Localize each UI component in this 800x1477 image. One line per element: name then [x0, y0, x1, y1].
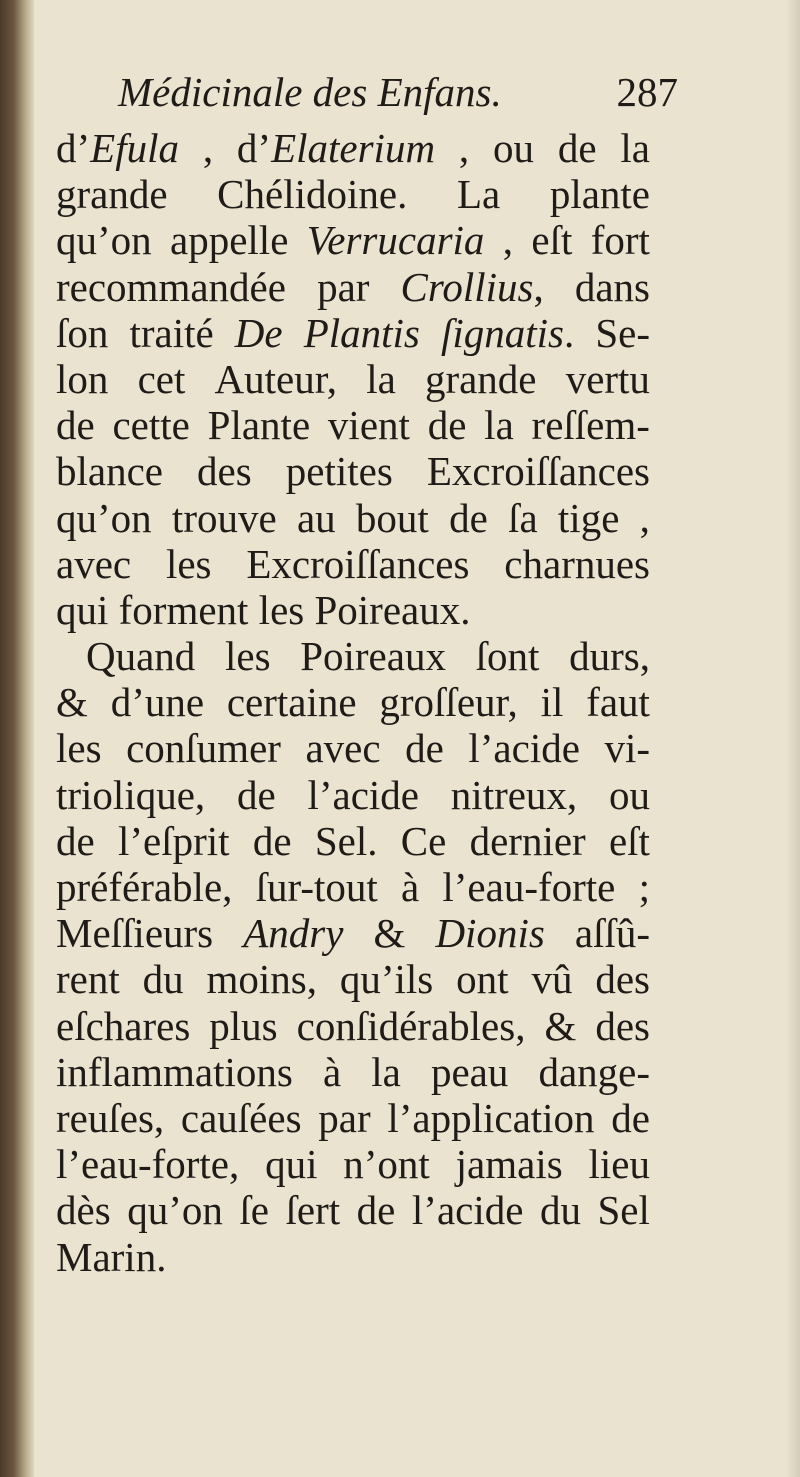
word — [56, 541, 131, 587]
text-run: dans — [574, 263, 650, 310]
text-line — [56, 910, 650, 956]
word — [253, 818, 292, 864]
text-run: conſidérables, — [296, 1002, 526, 1049]
text-run: l’eau-forte — [442, 864, 616, 910]
text-run: de — [557, 125, 597, 171]
text-run: d’ — [236, 125, 272, 171]
text-run: jamais — [455, 1141, 563, 1188]
text-run: ſert — [285, 1187, 341, 1234]
word — [588, 1141, 649, 1187]
text-run: & — [544, 1002, 577, 1049]
word — [246, 541, 469, 587]
text-run: vertu — [565, 355, 650, 402]
text-run: nitreux, — [450, 771, 578, 818]
text-run: de — [56, 402, 95, 449]
text-run: aſſû- — [574, 910, 650, 957]
word — [431, 1049, 508, 1095]
text-run: les — [56, 725, 102, 772]
text-line — [56, 448, 650, 494]
word — [243, 910, 343, 956]
text-run: qui — [265, 1141, 318, 1188]
text-run: des — [595, 956, 650, 1003]
word — [595, 310, 650, 356]
italic-text-run: Efula — [90, 125, 179, 171]
text-run: , — [202, 125, 214, 171]
word — [401, 264, 544, 310]
word — [86, 633, 195, 679]
word — [56, 448, 163, 494]
text-run: eſt — [531, 217, 573, 264]
word — [237, 125, 435, 171]
word — [172, 495, 277, 541]
text-run: Quand — [86, 633, 196, 680]
text-run: dernier — [469, 817, 586, 864]
text-run: Poireaux — [300, 633, 446, 680]
text-run: Sel. — [314, 817, 378, 864]
word — [569, 633, 650, 679]
word — [558, 125, 597, 171]
text-run: petites — [285, 448, 393, 495]
word — [56, 217, 152, 263]
italic-text-run: De — [234, 309, 283, 356]
text-run: La — [456, 171, 501, 218]
text-run: ou — [493, 125, 534, 171]
word — [441, 310, 574, 356]
text-line — [56, 1234, 650, 1280]
word — [300, 633, 446, 679]
text-run: Plante — [207, 402, 311, 449]
text-line — [56, 633, 650, 679]
text-run: de — [236, 771, 276, 818]
word — [56, 402, 95, 448]
text-run: bout — [355, 494, 429, 541]
text-run: blance — [56, 448, 163, 495]
text-line — [56, 1003, 650, 1049]
word — [595, 956, 650, 1002]
text-run: vi- — [604, 725, 650, 772]
text-run: à — [400, 864, 420, 910]
text-run: , — [533, 263, 544, 310]
text-line — [56, 818, 650, 864]
page-number: 287 — [616, 69, 678, 115]
word — [256, 864, 378, 910]
word — [609, 772, 650, 818]
word — [604, 725, 650, 771]
word — [111, 679, 204, 725]
italic-text-run: ſignatis — [440, 309, 564, 356]
text-run: ſe — [239, 1187, 269, 1234]
text-run: cet — [137, 355, 186, 402]
text-line — [56, 495, 650, 541]
word — [620, 125, 650, 171]
word — [197, 448, 252, 494]
body-text — [56, 125, 650, 1280]
text-run: fort — [590, 217, 650, 264]
text-run: par — [318, 1094, 371, 1141]
word — [56, 772, 205, 818]
italic-text-run: Crollius — [400, 263, 534, 310]
text-run: ; — [638, 864, 650, 910]
italic-text-run: Dionis — [435, 910, 545, 957]
word — [307, 772, 419, 818]
word — [470, 818, 586, 864]
word — [126, 725, 281, 771]
text-run: Ce — [400, 817, 447, 864]
text-line — [56, 864, 650, 910]
word — [544, 1003, 576, 1049]
word — [532, 402, 650, 448]
word — [366, 356, 396, 402]
text-run: Sel — [597, 1187, 650, 1234]
text-run: par — [317, 263, 370, 310]
text-line — [56, 264, 650, 310]
word — [56, 679, 88, 725]
word — [215, 356, 337, 402]
text-line — [56, 1187, 650, 1233]
word — [566, 356, 650, 402]
text-run: Auteur, — [214, 355, 338, 402]
text-run: la — [366, 355, 396, 402]
text-run: conſumer — [126, 725, 281, 772]
text-run: ont — [456, 956, 509, 1003]
text-run: avec — [56, 540, 132, 587]
word — [305, 725, 380, 771]
text-run: . — [563, 309, 575, 356]
word — [225, 633, 271, 679]
text-run: dange- — [538, 1048, 650, 1095]
word — [371, 1049, 401, 1095]
text-run: , — [639, 494, 650, 541]
page-edge-shadow — [786, 0, 800, 1477]
text-run: & — [56, 679, 88, 726]
text-run: lon — [56, 355, 109, 402]
word — [591, 217, 650, 263]
word — [56, 864, 232, 910]
text-run: rent — [56, 956, 120, 1003]
word — [265, 1141, 317, 1187]
word — [56, 725, 102, 771]
text-run: au — [296, 494, 336, 541]
text-line — [56, 679, 650, 725]
text-run: cauſées — [180, 1094, 302, 1141]
text-run: Excroiſſances — [426, 448, 650, 495]
word — [550, 171, 650, 217]
word — [317, 264, 369, 310]
text-run: préférable, — [56, 864, 233, 910]
word — [203, 125, 213, 171]
text-run: l’acide — [468, 725, 580, 772]
word — [356, 495, 429, 541]
word — [235, 310, 283, 356]
text-run: l’application — [387, 1094, 595, 1141]
word — [209, 1003, 277, 1049]
text-run: des — [197, 448, 252, 495]
word — [504, 541, 650, 587]
text-run: lieu — [588, 1141, 650, 1188]
word — [56, 1187, 111, 1233]
word — [56, 956, 120, 1002]
word — [297, 1003, 526, 1049]
text-run: la — [371, 1048, 401, 1095]
text-run: des — [595, 1002, 650, 1049]
word — [503, 217, 513, 263]
text-run: reſſem- — [531, 402, 650, 449]
word — [531, 956, 572, 1002]
text-run: qu’on — [127, 1187, 223, 1234]
text-run: Se- — [595, 309, 650, 356]
word — [639, 864, 650, 910]
word — [56, 818, 95, 864]
text-line — [56, 587, 650, 633]
text-run: cette — [112, 402, 190, 449]
text-run: qu’on — [56, 494, 152, 541]
text-run: d’ — [56, 125, 91, 171]
text-line — [56, 125, 650, 171]
word — [237, 772, 276, 818]
text-run: ſon — [56, 309, 109, 356]
text-run: grande — [56, 171, 168, 218]
text-line — [56, 541, 650, 587]
italic-text-run: Andry — [243, 910, 344, 957]
text-run: qu’on — [56, 217, 152, 264]
word — [435, 910, 544, 956]
text-run: appelle — [170, 217, 289, 264]
text-run: Meſſieurs — [56, 910, 214, 957]
word — [598, 1187, 650, 1233]
word — [425, 356, 537, 402]
word — [640, 495, 650, 541]
word — [449, 495, 488, 541]
text-run: grande — [424, 355, 537, 402]
word — [56, 910, 213, 956]
text-run: qui forment les Poireaux. — [56, 586, 471, 633]
text-run: de — [56, 817, 95, 864]
word — [611, 1095, 650, 1141]
word — [427, 448, 650, 494]
word — [318, 1095, 370, 1141]
word — [457, 171, 500, 217]
text-line — [56, 1049, 650, 1095]
text-run: ou — [608, 771, 650, 818]
word — [405, 725, 444, 771]
text-run: , — [458, 125, 470, 171]
text-line — [56, 1095, 650, 1141]
word — [428, 402, 467, 448]
word — [56, 1049, 293, 1095]
text-line — [56, 217, 650, 263]
text-run: l’eſprit — [117, 817, 230, 864]
text-run: , — [502, 217, 514, 264]
word — [56, 1141, 239, 1187]
word — [575, 264, 650, 310]
italic-text-run: Elaterium — [271, 125, 436, 171]
text-run: à — [322, 1048, 342, 1095]
text-line — [56, 956, 650, 1002]
word — [208, 402, 310, 448]
word — [56, 125, 179, 171]
text-line — [56, 772, 650, 818]
text-run: de — [356, 1187, 396, 1234]
word — [118, 818, 230, 864]
word — [442, 864, 615, 910]
text-run: durs, — [569, 633, 650, 680]
text-line — [56, 310, 650, 356]
word — [379, 679, 517, 725]
text-run: tige — [557, 494, 620, 541]
text-run: ſont — [475, 633, 540, 680]
text-run: certaine — [226, 679, 357, 726]
word — [56, 495, 152, 541]
text-run: vient — [327, 402, 410, 449]
word — [456, 1141, 563, 1187]
word — [56, 1095, 164, 1141]
word — [307, 217, 485, 263]
text-line — [56, 171, 650, 217]
word — [56, 1003, 190, 1049]
word — [323, 1049, 341, 1095]
text-run: plante — [549, 171, 650, 218]
word — [538, 1049, 650, 1095]
text-line — [56, 402, 650, 448]
word — [456, 956, 508, 1002]
word — [227, 679, 357, 725]
italic-text-run: Verrucaria — [306, 217, 485, 264]
word — [56, 310, 108, 356]
text-run: vû — [531, 956, 573, 1003]
word — [558, 495, 619, 541]
word — [129, 310, 213, 356]
word — [357, 1187, 396, 1233]
word — [451, 772, 577, 818]
word — [56, 356, 108, 402]
text-run: il — [540, 679, 564, 726]
word — [286, 1187, 341, 1233]
text-line — [56, 725, 650, 771]
word — [540, 1187, 581, 1233]
text-run: inflammations — [56, 1048, 293, 1095]
word — [166, 541, 212, 587]
text-run: de — [427, 402, 467, 449]
text-run: d’une — [110, 679, 205, 726]
text-run: faut — [586, 679, 650, 726]
page-header — [118, 62, 678, 122]
word — [56, 264, 286, 310]
word — [412, 1187, 524, 1233]
text-run: triolique, — [56, 771, 206, 818]
text-run: les — [165, 540, 212, 587]
text-run: groſſeur, — [379, 679, 518, 726]
text-run: recommandée — [56, 263, 286, 310]
word — [586, 679, 650, 725]
text-run: avec — [305, 725, 381, 772]
text-line — [56, 356, 650, 402]
text-run: qu’ils — [339, 956, 434, 1003]
word — [328, 402, 410, 448]
word — [217, 171, 407, 217]
word — [468, 725, 580, 771]
text-run: de — [405, 725, 444, 772]
word — [595, 1003, 650, 1049]
text-run: & — [373, 910, 406, 957]
word — [304, 310, 420, 356]
text-run: ſa — [508, 494, 538, 541]
text-run: moins, — [206, 956, 317, 1003]
word — [143, 956, 184, 1002]
word — [575, 910, 650, 956]
text-run: l’acide — [307, 771, 419, 818]
text-run: du — [142, 956, 184, 1003]
text-line — [56, 1141, 650, 1187]
text-run: les — [224, 633, 271, 680]
word — [315, 818, 378, 864]
word — [387, 1095, 594, 1141]
word — [112, 402, 189, 448]
text-run: de — [252, 817, 292, 864]
word — [170, 217, 288, 263]
word — [340, 956, 433, 1002]
word — [56, 171, 168, 217]
text-run: peau — [430, 1048, 509, 1095]
text-run: traité — [129, 309, 214, 356]
text-run: Chélidoine. — [217, 171, 408, 218]
text-run: charnues — [504, 540, 650, 587]
text-run: Marin. — [56, 1233, 167, 1280]
word — [138, 356, 186, 402]
text-run: de — [611, 1094, 650, 1141]
running-head: Médicinale des Enfans. — [118, 69, 502, 115]
word — [508, 495, 538, 541]
word — [373, 910, 405, 956]
word — [476, 633, 540, 679]
text-run: trouve — [171, 494, 277, 541]
word — [127, 1187, 223, 1233]
word — [493, 125, 534, 171]
text-run: eſt — [608, 817, 650, 864]
text-run: l’acide — [411, 1187, 524, 1234]
word — [531, 217, 572, 263]
text-run: la — [620, 125, 650, 171]
text-run: de — [449, 494, 488, 541]
word — [286, 448, 393, 494]
word — [343, 1141, 430, 1187]
text-run: reuſes, — [56, 1094, 165, 1141]
word — [459, 125, 469, 171]
word — [401, 864, 419, 910]
book-spine-shadow — [0, 0, 34, 1477]
text-run: la — [484, 402, 514, 449]
word — [541, 679, 564, 725]
text-run: ſur-tout — [255, 864, 378, 910]
italic-text-run: Plantis — [303, 309, 420, 356]
word — [297, 495, 336, 541]
text-run: dès — [56, 1187, 111, 1234]
word — [609, 818, 650, 864]
text-run: Excroiſſances — [246, 540, 470, 587]
text-run: n’ont — [343, 1141, 430, 1188]
word — [239, 1187, 269, 1233]
text-run: plus — [209, 1002, 278, 1049]
word — [181, 1095, 302, 1141]
word — [484, 402, 514, 448]
text-run: l’eau-forte, — [56, 1141, 240, 1188]
word — [401, 818, 447, 864]
text-run: eſchares — [56, 1002, 191, 1049]
text-run: du — [539, 1187, 581, 1234]
word — [207, 956, 318, 1002]
